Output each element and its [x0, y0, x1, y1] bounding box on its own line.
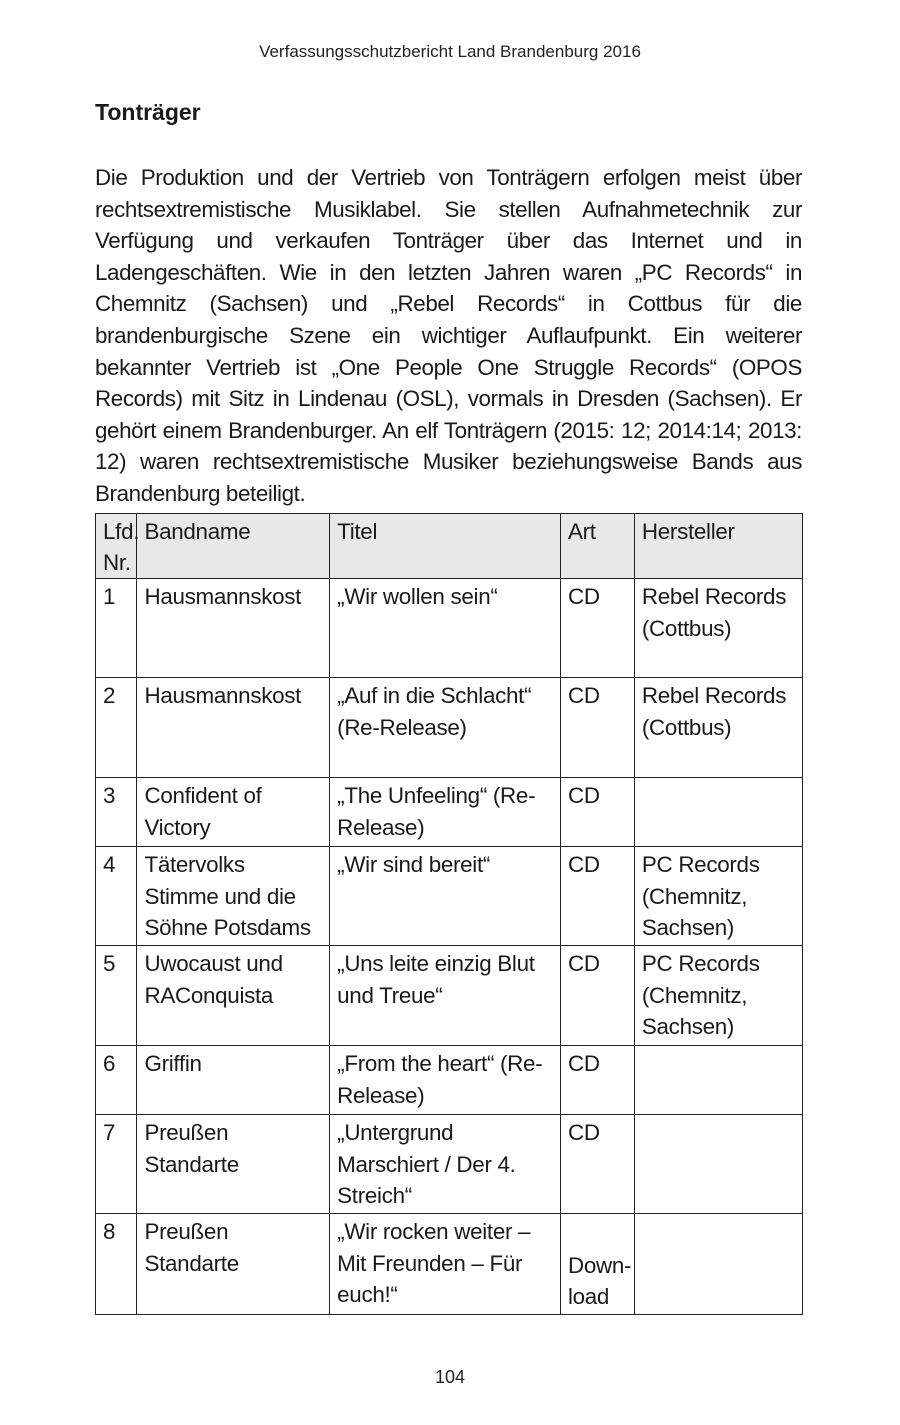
table-row [96, 778, 803, 847]
cell-band: Tätervolks Stimme und die Söhne Potsdams [137, 847, 330, 946]
cell-maker [634, 1046, 802, 1115]
header-hersteller: Hersteller [634, 514, 802, 579]
cell-band: Confident of Victory [137, 778, 330, 847]
table-row [96, 1115, 803, 1214]
cell-nr: 7 [96, 1115, 137, 1214]
cell-art: CD [560, 946, 634, 1046]
cell-maker [634, 1115, 802, 1214]
cell-maker [634, 1214, 802, 1315]
cell-art: CD [560, 847, 634, 946]
cell-nr: 3 [96, 778, 137, 847]
header-art: Art [560, 514, 634, 579]
table-row [96, 847, 803, 946]
section-title: Tonträger [95, 99, 201, 125]
recordings-table [95, 513, 803, 1315]
table-row [96, 1214, 803, 1315]
cell-maker: Rebel Records (Cottbus) [634, 579, 802, 678]
header-titel: Titel [330, 514, 561, 579]
cell-art: Download [560, 1214, 634, 1315]
header-nr: Lfd. Nr. [96, 514, 137, 579]
table-row [96, 946, 803, 1046]
header-bandname: Bandname [137, 514, 330, 579]
cell-band: Hausmannskost [137, 579, 330, 678]
cell-nr: 8 [96, 1214, 137, 1315]
cell-nr: 1 [96, 579, 137, 678]
cell-band: Uwocaust und RAConquista [137, 946, 330, 1046]
cell-title: „Untergrund Marschiert / Der 4. Streich“ [330, 1115, 561, 1214]
cell-title: „The Unfeeling“ (Re-Release) [330, 778, 561, 847]
cell-maker [634, 778, 802, 847]
cell-title: „Wir rocken weiter – Mit Freunden – Für euch!“ [330, 1214, 561, 1315]
cell-title: „From the heart“ (Re-Release) [330, 1046, 561, 1115]
page-number: 104 [434, 1367, 466, 1387]
cell-maker: Rebel Records (Cottbus) [634, 678, 802, 778]
cell-maker: PC Records (Chemnitz, Sachsen) [634, 946, 802, 1046]
cell-art: CD [560, 1046, 634, 1115]
table-header-row [96, 514, 803, 579]
cell-art: CD [560, 678, 634, 778]
table-row [96, 579, 803, 678]
cell-band: Hausmannskost [137, 678, 330, 778]
cell-nr: 5 [96, 946, 137, 1046]
cell-art: CD [560, 1115, 634, 1214]
cell-maker: PC Records (Chemnitz, Sachsen) [634, 847, 802, 946]
cell-band: Preußen Standarte [137, 1115, 330, 1214]
cell-band: Preußen Standarte [137, 1214, 330, 1315]
cell-nr: 6 [96, 1046, 137, 1115]
cell-band: Griffin [137, 1046, 330, 1115]
cell-art: CD [560, 579, 634, 678]
cell-nr: 4 [96, 847, 137, 946]
cell-title: „Auf in die Schlacht“ (Re-Release) [330, 678, 561, 778]
cell-title: „Wir sind bereit“ [330, 847, 561, 946]
cell-title: „Wir wollen sein“ [330, 579, 561, 678]
body-paragraph: Die Produktion und der Vertrieb von Tonträgern erfolgen meist über rechtsextremistische Musiklabel. Sie stellen Aufnahmetechnik zur Verfügung und verkaufen Tonträger über das Internet und in Ladengeschäften. Wie in den letzten Jahren waren „PC Records“ in Chemnitz (Sachsen) und „Rebel Records“ in Cottbus für die brandenburgische Szene ein wichtiger Auflaufpunkt. Ein weiterer bekannter Vertrieb ist „One People One Struggle Records“ (OPOS Records) mit Sitz in Lindenau (OSL), vormals in Dresden (Sachsen). Er gehört einem Brandenburger. An elf Tonträgern (2015: 12; 2014:14; 2013: 12) waren rechtsextremistische Musiker beziehungsweise Bands aus Brandenburg beteiligt. [95, 165, 802, 506]
table-row [96, 1046, 803, 1115]
cell-title: „Uns leite einzig Blut und Treue“ [330, 946, 561, 1046]
cell-art: CD [560, 778, 634, 847]
cell-nr: 2 [96, 678, 137, 778]
table-row [96, 678, 803, 778]
running-header: Verfassungsschutzbericht Land Brandenburg 2016 [259, 42, 641, 61]
